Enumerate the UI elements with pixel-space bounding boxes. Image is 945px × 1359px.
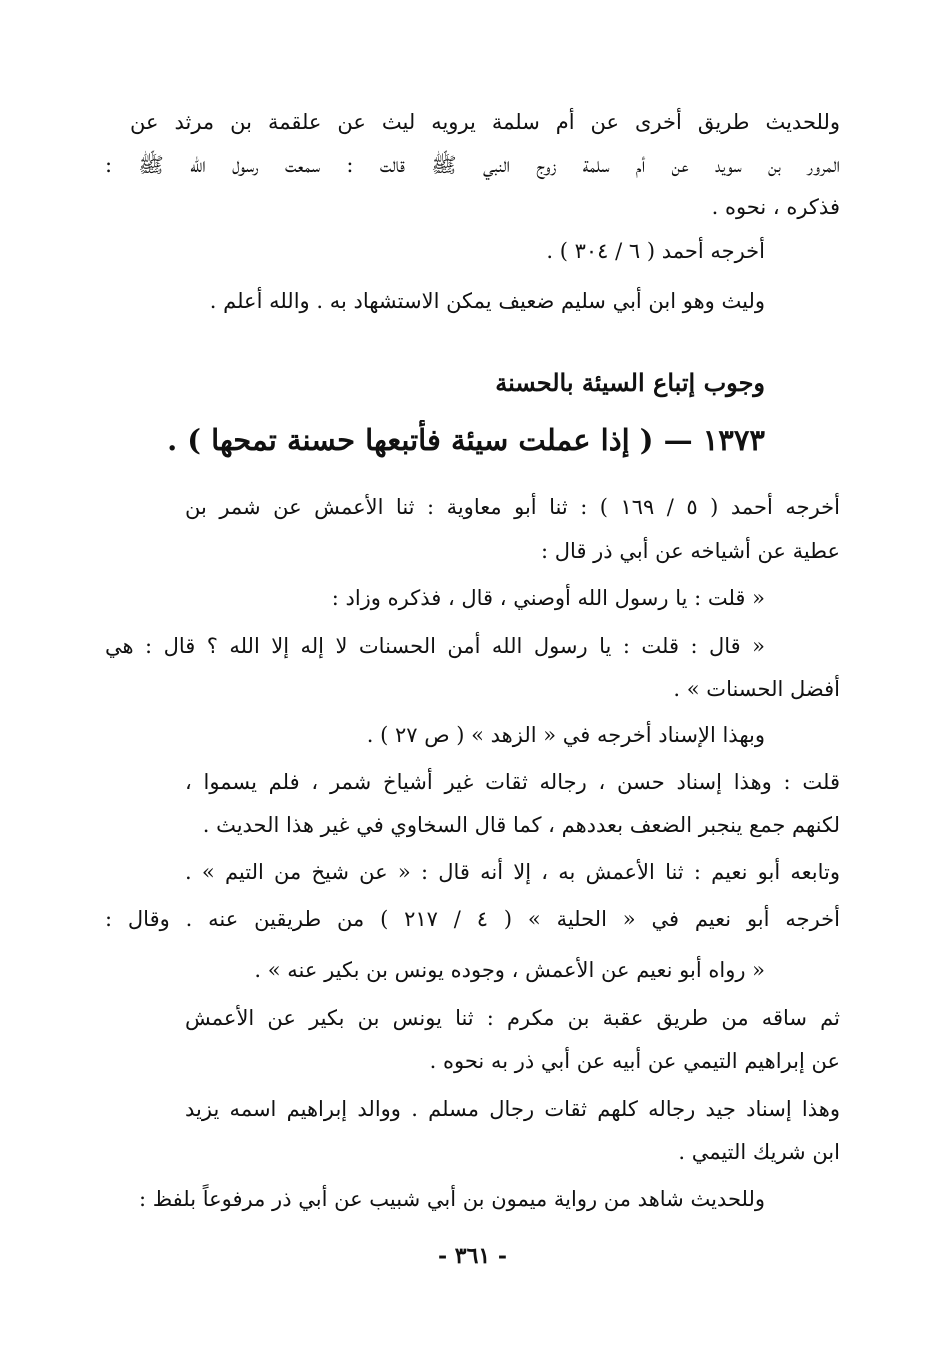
text-line: وتابعه أبو نعيم : ثنا الأعمش به ، إلا أنه قال : « عن شيخ من التيم » . bbox=[185, 860, 840, 884]
text-line: قلت : وهذا إسناد حسن ، رجاله ثقات غير أشياخ شمر ، فلم يسموا ، bbox=[185, 770, 840, 794]
text-line: وللحديث شاهد من رواية ميمون بن أبي شبيب عن أبي ذر مرفوعاً بلفظ : bbox=[138, 1187, 765, 1211]
text-line: وللحديث طريق أخرى عن أم سلمة يرويه ليث عن علقمة بن مرثد عن bbox=[130, 110, 840, 134]
text-line: ثم ساقه من طريق عقبة بن مكرم : ثنا يونس بن بكير عن الأعمش bbox=[185, 1006, 840, 1030]
text-line: عطية عن أشياخه عن أبي ذر قال : bbox=[541, 539, 840, 563]
section-title: وجوب إتباع السيئة بالحسنة bbox=[495, 368, 765, 397]
text-line: وبهذا الإسناد أخرجه في « الزهد » ( ص ٢٧ ) . bbox=[366, 723, 765, 747]
page-number: - ٣٦١ - bbox=[437, 1243, 508, 1269]
text-line: أخرجه أحمد ( ٥ / ١٦٩ ) : ثنا أبو معاوية : ثنا الأعمش عن شمر بن bbox=[185, 495, 840, 519]
text-line: أخرجه أحمد ( ٦ / ٣٠٤ ) . bbox=[546, 239, 765, 263]
quote-line: « رواه أبو نعيم عن الأعمش ، وجوده يونس بن بكير عنه » . bbox=[254, 958, 765, 982]
text-line: لكنهم جمع ينجبر الضعف بعددهم ، كما قال السخاوي في غير هذا الحديث . bbox=[202, 813, 840, 837]
text-line: وهذا إسناد جيد رجاله كلهم ثقات رجال مسلم . ووالد إبراهيم اسمه يزيد bbox=[185, 1097, 840, 1121]
hadith-heading: ١٣٧٣ — ( إذا عملت سيئة فأتبعها حسنة تمحها ) . bbox=[167, 423, 765, 457]
text-line: المرور بن سويد عن أم سلمة زوج النبي ﷺ قالت : سمعت رسول الله ﷺ : bbox=[105, 153, 840, 177]
text-line: وليث وهو ابن أبي سليم ضعيف يمكن الاستشهاد به . والله أعلم . bbox=[209, 289, 765, 313]
text-line: ابن شريك التيمي . bbox=[678, 1140, 840, 1164]
text-line: أخرجه أبو نعيم في « الحلية » ( ٤ / ٢١٧ ) من طريقين عنه . وقال : bbox=[105, 907, 840, 931]
text-line: فذكره ، نحوه . bbox=[711, 195, 840, 219]
quote-line: « قلت : يا رسول الله أوصني ، قال ، فذكره وزاد : bbox=[331, 586, 765, 610]
text-line: عن إبراهيم التيمي عن أبيه عن أبي ذر به نحوه . bbox=[429, 1049, 840, 1073]
quote-line: أفضل الحسنات » . bbox=[673, 677, 840, 701]
quote-line: « قال : قلت : يا رسول الله أمن الحسنات لا إله إلا الله ؟ قال : هي bbox=[105, 634, 765, 658]
